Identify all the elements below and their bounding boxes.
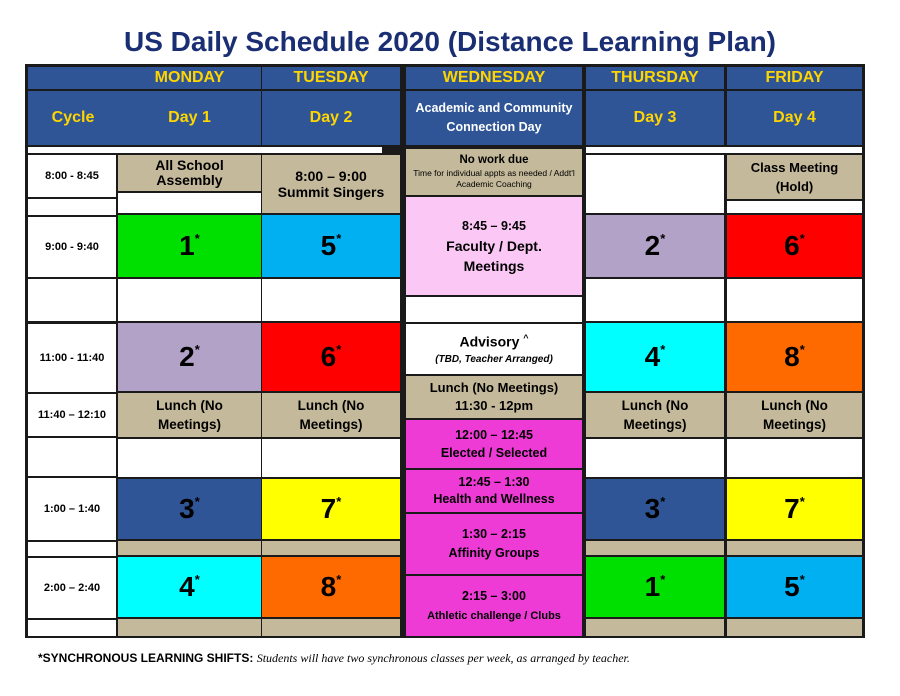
tuesday-spacer: [262, 541, 400, 555]
tuesday-spacer: [262, 439, 400, 477]
affinity-label: Affinity Groups: [448, 546, 540, 560]
advisory-subtitle: (TBD, Teacher Arranged): [435, 353, 553, 365]
time-slot-1: 8:00 - 8:45: [28, 155, 116, 197]
friday-spacer: [727, 439, 862, 477]
thursday-spacer: [586, 619, 724, 636]
wednesday-lunch: [406, 376, 582, 418]
time-slot-3: 11:00 - 11:40: [28, 324, 116, 392]
friday-block-7: 7*: [727, 479, 862, 539]
tuesday-block-5: 5*: [262, 215, 400, 277]
monday-spacer: [118, 619, 261, 636]
no-work-title: No work due: [459, 154, 529, 166]
time-slot-6: 2:00 – 2:40: [28, 558, 116, 618]
thursday-spacer: [586, 155, 724, 213]
thursday-block-3: 3*: [586, 479, 724, 539]
thursday-spacer: [586, 439, 724, 477]
wednesday-athletic: [406, 576, 582, 636]
monday-block-1: 1*: [118, 215, 261, 277]
wednesday-faculty-meetings: [406, 197, 582, 295]
wednesday-no-work: [406, 149, 582, 195]
thursday-block-1: 1*: [586, 557, 724, 617]
friday-block-5: 5*: [727, 557, 862, 617]
cycle-friday: Day 4: [727, 91, 862, 145]
wednesday-health: [406, 470, 582, 512]
wednesday-advisory: [406, 324, 582, 374]
advisory-label: Advisory: [459, 333, 520, 350]
day-header-wednesday: WEDNESDAY: [406, 67, 582, 89]
friday-block-8: 8*: [727, 323, 862, 391]
time-slot-2: 9:00 - 9:40: [28, 217, 116, 277]
wednesday-affinity: [406, 514, 582, 574]
friday-spacer: [727, 201, 862, 213]
friday-block-6: 6*: [727, 215, 862, 277]
time-slot-5: 1:00 – 1:40: [28, 478, 116, 540]
monday-spacer: [118, 439, 261, 477]
tuesday-block-8: 8*: [262, 557, 400, 617]
time-spacer: [28, 620, 116, 636]
day-header-thursday: THURSDAY: [586, 67, 724, 89]
thursday-block-2: 2*: [586, 215, 724, 277]
elected-label: Elected / Selected: [440, 446, 548, 460]
footnote-label: *SYNCHRONOUS LEARNING SHIFTS:: [38, 651, 254, 665]
elected-time: 12:00 – 12:45: [455, 428, 533, 442]
athletic-time: 2:15 – 3:00: [462, 589, 526, 603]
friday-spacer: [727, 541, 862, 555]
no-work-subtitle: Time for individual appts as needed / Addt'l Academic Coaching: [413, 168, 575, 189]
health-time: 12:45 – 1:30: [458, 475, 530, 489]
day-header-monday: MONDAY: [118, 67, 261, 89]
footnote-text: Students will have two synchronous classes per week, as arranged by teacher.: [256, 651, 630, 665]
faculty-time: 8:45 – 9:45: [462, 219, 526, 233]
monday-block-2: 2*: [118, 323, 261, 391]
time-spacer: [28, 279, 116, 321]
monday-lunch: Lunch (No Meetings): [118, 393, 261, 437]
cycle-wednesday: Academic and Community Connection Day: [406, 91, 582, 145]
footnote: [38, 651, 630, 666]
monday-assembly: All School Assembly: [118, 155, 261, 191]
cycle-monday: Day 1: [118, 91, 261, 145]
header-corner: [28, 67, 118, 89]
monday-spacer: [118, 541, 261, 555]
wednesday-spacer: [406, 297, 582, 322]
thursday-spacer: [586, 541, 724, 555]
thursday-spacer: [586, 279, 724, 321]
header-spacer-right: [586, 147, 862, 153]
thursday-block-4: 4*: [586, 323, 724, 391]
time-slot-4: 11:40 – 12:10: [28, 394, 116, 436]
wednesday-lunch-time: 11:30 - 12pm: [454, 398, 534, 413]
time-spacer: [28, 438, 116, 476]
day-header-tuesday: TUESDAY: [262, 67, 400, 89]
wednesday-elected: [406, 420, 582, 468]
cycle-thursday: Day 3: [586, 91, 724, 145]
tuesday-singers: 8:00 – 9:00 Summit Singers: [262, 155, 400, 213]
thursday-lunch: Lunch (No Meetings): [586, 393, 724, 437]
day-header-friday: FRIDAY: [727, 67, 862, 89]
tuesday-lunch: Lunch (No Meetings): [262, 393, 400, 437]
wednesday-lunch-label: Lunch (No Meetings): [429, 380, 559, 395]
friday-lunch: Lunch (No Meetings): [727, 393, 862, 437]
athletic-label: Athletic challenge / Clubs: [427, 610, 561, 622]
monday-block-3: 3*: [118, 479, 261, 539]
tuesday-spacer: [262, 619, 400, 636]
faculty-label: Faculty / Dept. Meetings: [446, 238, 542, 274]
time-spacer: [28, 542, 116, 556]
tuesday-block-6: 6*: [262, 323, 400, 391]
friday-class-meeting: Class Meeting (Hold): [727, 155, 862, 199]
health-label: Health and Wellness: [433, 492, 555, 506]
monday-spacer: [118, 279, 261, 321]
cycle-label: Cycle: [28, 91, 118, 145]
monday-spacer: [118, 193, 261, 213]
cycle-tuesday: Day 2: [262, 91, 400, 145]
header-spacer: [28, 147, 382, 153]
friday-spacer: [727, 619, 862, 636]
affinity-time: 1:30 – 2:15: [462, 527, 526, 541]
time-spacer: [28, 199, 116, 215]
monday-block-4: 4*: [118, 557, 261, 617]
schedule-table: [25, 64, 865, 638]
tuesday-block-7: 7*: [262, 479, 400, 539]
tuesday-spacer: [262, 279, 400, 321]
advisory-mark: ^: [523, 333, 529, 344]
page-title: US Daily Schedule 2020 (Distance Learning Plan): [124, 26, 776, 57]
friday-spacer: [727, 279, 862, 321]
